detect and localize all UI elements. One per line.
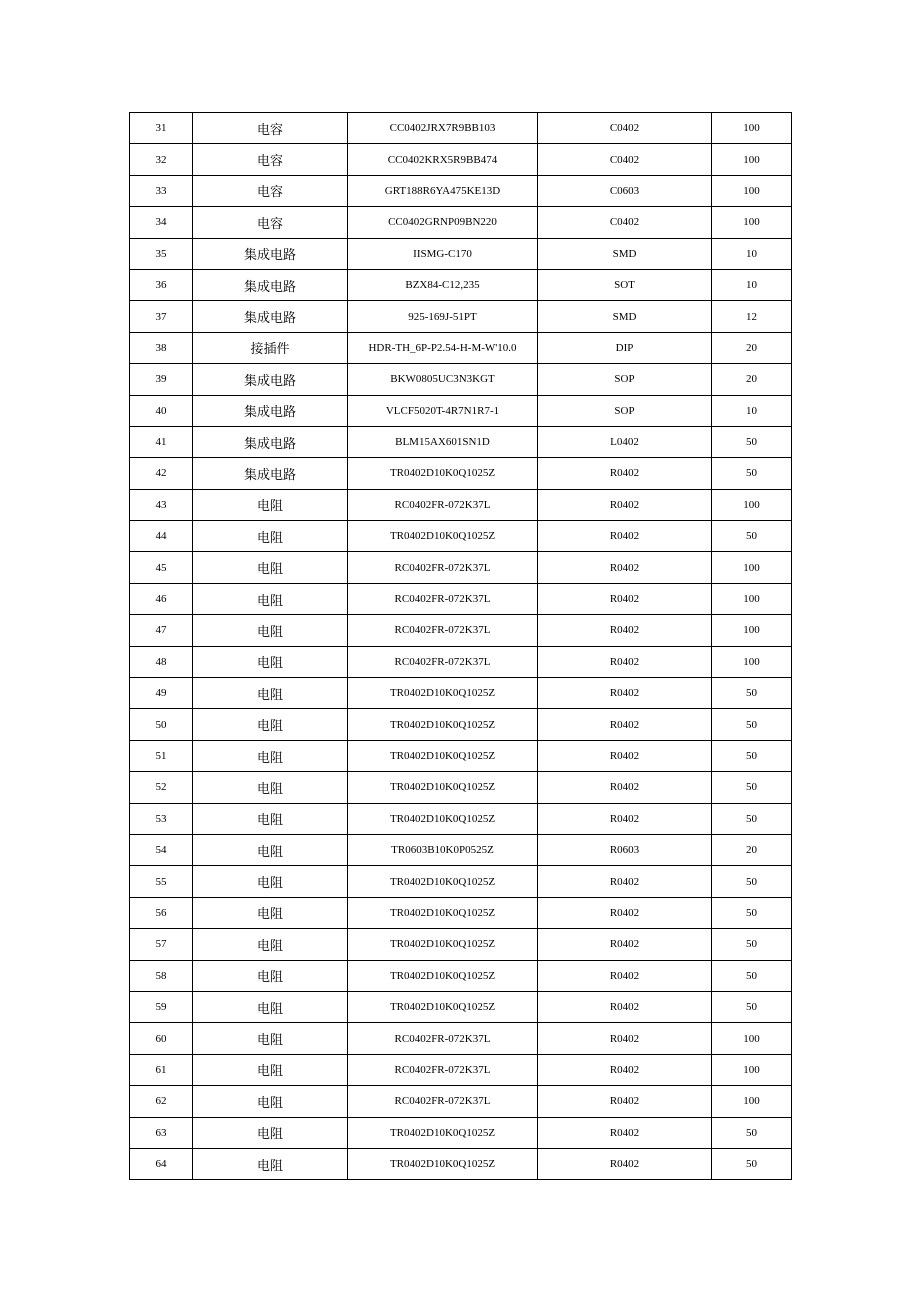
package-cell: R0402	[538, 1054, 712, 1085]
package-cell: R0402	[538, 709, 712, 740]
table-row	[130, 395, 792, 426]
component-name-cell: 接插件	[193, 332, 348, 363]
model-number-cell: TR0402D10K0Q1025Z	[348, 803, 538, 834]
package-cell: C0402	[538, 144, 712, 175]
table-row	[130, 678, 792, 709]
model-number-cell: TR0603B10K0P0525Z	[348, 834, 538, 865]
table-row	[130, 458, 792, 489]
row-number-cell: 42	[130, 458, 193, 489]
row-number-cell: 46	[130, 583, 193, 614]
quantity-cell: 10	[712, 238, 792, 269]
quantity-cell: 100	[712, 552, 792, 583]
package-cell: SMD	[538, 238, 712, 269]
component-name-cell: 电阻	[193, 646, 348, 677]
quantity-cell: 50	[712, 897, 792, 928]
quantity-cell: 100	[712, 207, 792, 238]
model-number-cell: TR0402D10K0Q1025Z	[348, 866, 538, 897]
quantity-cell: 100	[712, 583, 792, 614]
table-row	[130, 1086, 792, 1117]
component-name-cell: 集成电路	[193, 364, 348, 395]
component-name-cell: 电阻	[193, 1054, 348, 1085]
quantity-cell: 12	[712, 301, 792, 332]
table-row	[130, 960, 792, 991]
quantity-cell: 100	[712, 175, 792, 206]
package-cell: R0402	[538, 866, 712, 897]
package-cell: R0402	[538, 521, 712, 552]
package-cell: DIP	[538, 332, 712, 363]
package-cell: SOP	[538, 364, 712, 395]
table-row	[130, 803, 792, 834]
table-row	[130, 866, 792, 897]
model-number-cell: TR0402D10K0Q1025Z	[348, 1117, 538, 1148]
table-row	[130, 113, 792, 144]
quantity-cell: 50	[712, 960, 792, 991]
row-number-cell: 31	[130, 113, 193, 144]
table-row	[130, 583, 792, 614]
table-row	[130, 364, 792, 395]
package-cell: R0402	[538, 552, 712, 583]
model-number-cell: RC0402FR-072K37L	[348, 552, 538, 583]
table-row	[130, 772, 792, 803]
package-cell: R0402	[538, 1148, 712, 1179]
table-row	[130, 1117, 792, 1148]
model-number-cell: CC0402GRNP09BN220	[348, 207, 538, 238]
model-number-cell: TR0402D10K0Q1025Z	[348, 458, 538, 489]
component-name-cell: 电阻	[193, 489, 348, 520]
component-name-cell: 电阻	[193, 521, 348, 552]
component-name-cell: 电阻	[193, 960, 348, 991]
package-cell: R0402	[538, 1117, 712, 1148]
component-name-cell: 电阻	[193, 834, 348, 865]
row-number-cell: 38	[130, 332, 193, 363]
component-name-cell: 电阻	[193, 929, 348, 960]
package-cell: R0402	[538, 960, 712, 991]
quantity-cell: 50	[712, 991, 792, 1022]
row-number-cell: 33	[130, 175, 193, 206]
table-row	[130, 301, 792, 332]
package-cell: SOT	[538, 269, 712, 300]
row-number-cell: 56	[130, 897, 193, 928]
model-number-cell: RC0402FR-072K37L	[348, 583, 538, 614]
model-number-cell: TR0402D10K0Q1025Z	[348, 897, 538, 928]
package-cell: R0603	[538, 834, 712, 865]
model-number-cell: TR0402D10K0Q1025Z	[348, 740, 538, 771]
row-number-cell: 52	[130, 772, 193, 803]
component-name-cell: 电容	[193, 113, 348, 144]
package-cell: SMD	[538, 301, 712, 332]
model-number-cell: GRT188R6YA475KE13D	[348, 175, 538, 206]
component-name-cell: 电容	[193, 207, 348, 238]
table-row	[130, 1148, 792, 1179]
component-name-cell: 电阻	[193, 678, 348, 709]
quantity-cell: 50	[712, 709, 792, 740]
model-number-cell: RC0402FR-072K37L	[348, 1054, 538, 1085]
quantity-cell: 100	[712, 646, 792, 677]
component-name-cell: 电阻	[193, 740, 348, 771]
package-cell: SOP	[538, 395, 712, 426]
quantity-cell: 100	[712, 615, 792, 646]
component-name-cell: 集成电路	[193, 458, 348, 489]
table-row	[130, 269, 792, 300]
row-number-cell: 37	[130, 301, 193, 332]
model-number-cell: TR0402D10K0Q1025Z	[348, 709, 538, 740]
table-row	[130, 929, 792, 960]
package-cell: L0402	[538, 426, 712, 457]
model-number-cell: TR0402D10K0Q1025Z	[348, 521, 538, 552]
quantity-cell: 50	[712, 1148, 792, 1179]
model-number-cell: TR0402D10K0Q1025Z	[348, 1148, 538, 1179]
quantity-cell: 100	[712, 113, 792, 144]
component-name-cell: 集成电路	[193, 238, 348, 269]
model-number-cell: RC0402FR-072K37L	[348, 646, 538, 677]
package-cell: C0603	[538, 175, 712, 206]
model-number-cell: TR0402D10K0Q1025Z	[348, 678, 538, 709]
component-name-cell: 集成电路	[193, 395, 348, 426]
component-name-cell: 电容	[193, 144, 348, 175]
table-row	[130, 1023, 792, 1054]
table-row	[130, 646, 792, 677]
row-number-cell: 50	[130, 709, 193, 740]
row-number-cell: 57	[130, 929, 193, 960]
component-name-cell: 电阻	[193, 552, 348, 583]
component-name-cell: 集成电路	[193, 269, 348, 300]
model-number-cell: IISMG-C170	[348, 238, 538, 269]
quantity-cell: 100	[712, 1054, 792, 1085]
model-number-cell: CC0402KRX5R9BB474	[348, 144, 538, 175]
package-cell: R0402	[538, 897, 712, 928]
model-number-cell: BLM15AX601SN1D	[348, 426, 538, 457]
package-cell: R0402	[538, 991, 712, 1022]
table-row	[130, 615, 792, 646]
table-row	[130, 897, 792, 928]
quantity-cell: 10	[712, 395, 792, 426]
package-cell: C0402	[538, 207, 712, 238]
model-number-cell: RC0402FR-072K37L	[348, 1023, 538, 1054]
package-cell: C0402	[538, 113, 712, 144]
table-row	[130, 521, 792, 552]
quantity-cell: 50	[712, 772, 792, 803]
table-row	[130, 489, 792, 520]
component-name-cell: 电阻	[193, 991, 348, 1022]
table-row	[130, 207, 792, 238]
component-name-cell: 电阻	[193, 615, 348, 646]
row-number-cell: 63	[130, 1117, 193, 1148]
quantity-cell: 50	[712, 740, 792, 771]
package-cell: R0402	[538, 803, 712, 834]
component-name-cell: 电阻	[193, 709, 348, 740]
parts-table	[129, 112, 792, 1180]
component-name-cell: 电阻	[193, 1117, 348, 1148]
table-row	[130, 740, 792, 771]
row-number-cell: 41	[130, 426, 193, 457]
model-number-cell: TR0402D10K0Q1025Z	[348, 991, 538, 1022]
row-number-cell: 60	[130, 1023, 193, 1054]
row-number-cell: 62	[130, 1086, 193, 1117]
row-number-cell: 51	[130, 740, 193, 771]
component-name-cell: 集成电路	[193, 301, 348, 332]
package-cell: R0402	[538, 458, 712, 489]
model-number-cell: RC0402FR-072K37L	[348, 615, 538, 646]
model-number-cell: VLCF5020T-4R7N1R7-1	[348, 395, 538, 426]
table-row	[130, 834, 792, 865]
package-cell: R0402	[538, 740, 712, 771]
row-number-cell: 43	[130, 489, 193, 520]
row-number-cell: 34	[130, 207, 193, 238]
model-number-cell: BKW0805UC3N3KGT	[348, 364, 538, 395]
quantity-cell: 100	[712, 144, 792, 175]
package-cell: R0402	[538, 772, 712, 803]
quantity-cell: 20	[712, 834, 792, 865]
table-row	[130, 1054, 792, 1085]
package-cell: R0402	[538, 583, 712, 614]
model-number-cell: TR0402D10K0Q1025Z	[348, 772, 538, 803]
model-number-cell: RC0402FR-072K37L	[348, 1086, 538, 1117]
component-name-cell: 集成电路	[193, 426, 348, 457]
component-name-cell: 电阻	[193, 1148, 348, 1179]
row-number-cell: 58	[130, 960, 193, 991]
package-cell: R0402	[538, 489, 712, 520]
table-row	[130, 175, 792, 206]
quantity-cell: 100	[712, 1023, 792, 1054]
model-number-cell: HDR-TH_6P-P2.54-H-M-W'10.0	[348, 332, 538, 363]
model-number-cell: CC0402JRX7R9BB103	[348, 113, 538, 144]
component-name-cell: 电容	[193, 175, 348, 206]
table-row	[130, 991, 792, 1022]
component-name-cell: 电阻	[193, 1086, 348, 1117]
package-cell: R0402	[538, 678, 712, 709]
model-number-cell: TR0402D10K0Q1025Z	[348, 960, 538, 991]
quantity-cell: 100	[712, 1086, 792, 1117]
model-number-cell: 925-169J-51PT	[348, 301, 538, 332]
row-number-cell: 35	[130, 238, 193, 269]
package-cell: R0402	[538, 929, 712, 960]
table-row	[130, 709, 792, 740]
row-number-cell: 47	[130, 615, 193, 646]
component-name-cell: 电阻	[193, 583, 348, 614]
row-number-cell: 39	[130, 364, 193, 395]
quantity-cell: 50	[712, 458, 792, 489]
parts-table-body	[130, 113, 792, 1180]
row-number-cell: 45	[130, 552, 193, 583]
model-number-cell: BZX84-C12,235	[348, 269, 538, 300]
row-number-cell: 61	[130, 1054, 193, 1085]
component-name-cell: 电阻	[193, 897, 348, 928]
quantity-cell: 50	[712, 521, 792, 552]
table-row	[130, 238, 792, 269]
quantity-cell: 50	[712, 866, 792, 897]
row-number-cell: 40	[130, 395, 193, 426]
row-number-cell: 64	[130, 1148, 193, 1179]
model-number-cell: RC0402FR-072K37L	[348, 489, 538, 520]
table-row	[130, 144, 792, 175]
quantity-cell: 20	[712, 364, 792, 395]
row-number-cell: 53	[130, 803, 193, 834]
component-name-cell: 电阻	[193, 803, 348, 834]
table-row	[130, 332, 792, 363]
row-number-cell: 48	[130, 646, 193, 677]
quantity-cell: 50	[712, 1117, 792, 1148]
row-number-cell: 55	[130, 866, 193, 897]
quantity-cell: 100	[712, 489, 792, 520]
component-name-cell: 电阻	[193, 772, 348, 803]
quantity-cell: 50	[712, 678, 792, 709]
quantity-cell: 10	[712, 269, 792, 300]
quantity-cell: 50	[712, 929, 792, 960]
component-name-cell: 电阻	[193, 866, 348, 897]
quantity-cell: 50	[712, 803, 792, 834]
row-number-cell: 49	[130, 678, 193, 709]
quantity-cell: 20	[712, 332, 792, 363]
component-name-cell: 电阻	[193, 1023, 348, 1054]
package-cell: R0402	[538, 1023, 712, 1054]
row-number-cell: 59	[130, 991, 193, 1022]
package-cell: R0402	[538, 1086, 712, 1117]
model-number-cell: TR0402D10K0Q1025Z	[348, 929, 538, 960]
row-number-cell: 44	[130, 521, 193, 552]
row-number-cell: 36	[130, 269, 193, 300]
table-row	[130, 426, 792, 457]
row-number-cell: 32	[130, 144, 193, 175]
table-row	[130, 552, 792, 583]
quantity-cell: 50	[712, 426, 792, 457]
row-number-cell: 54	[130, 834, 193, 865]
package-cell: R0402	[538, 646, 712, 677]
package-cell: R0402	[538, 615, 712, 646]
